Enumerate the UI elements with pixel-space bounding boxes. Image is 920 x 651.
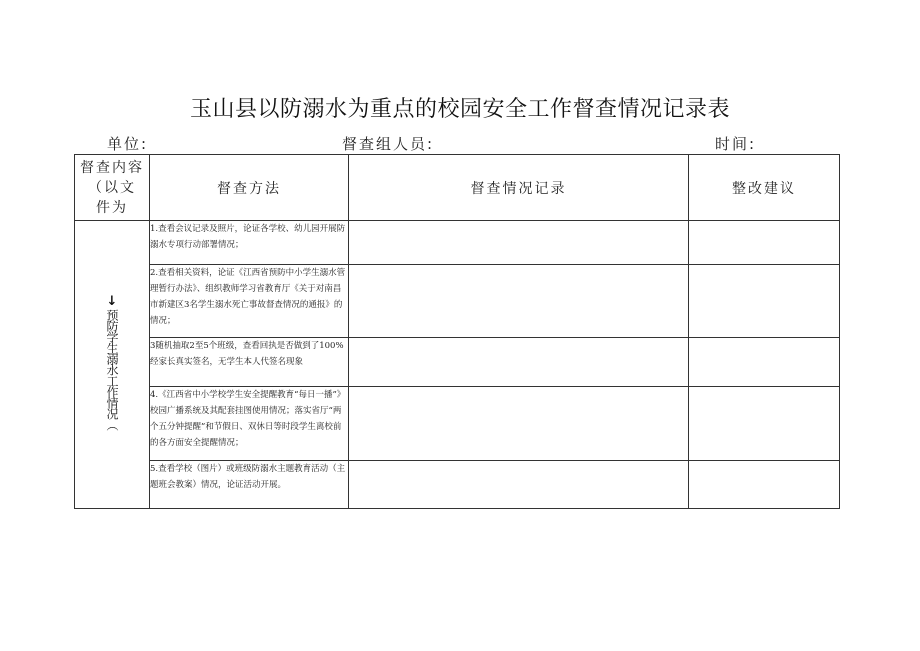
- table-row: [75, 221, 840, 265]
- header-content: [75, 155, 150, 221]
- header-content-line: 件为: [96, 199, 128, 216]
- record-cell[interactable]: [349, 387, 689, 461]
- suggest-cell[interactable]: [689, 461, 840, 509]
- record-cell[interactable]: [349, 338, 689, 387]
- suggest-cell[interactable]: [689, 338, 840, 387]
- down-arrow-icon: ↓: [106, 294, 118, 309]
- header-record: 督查情况记录: [349, 155, 689, 221]
- table-row: [75, 461, 840, 509]
- record-cell[interactable]: [349, 461, 689, 509]
- method-cell: 2.查看相关资料，论证《江西省预防中小学生溺水管理暂行办法》、组织教师学习省教育厅《关于对南昌市新建区3名学生溺水死亡事故督查情况的通报》的情况；: [150, 265, 349, 338]
- method-cell: 5.查看学校（图片）或班级防溺水主题教育活动（主题班会教案）情况，论证活动开展。: [150, 461, 349, 509]
- method-cell: 4.《江西省中小学校学生安全提醒教育“每日一播”》校园广播系统及其配套挂图使用情况；落实省厅“两个五分钟提醒”和节假日、双休日等时段学生离校前的各方面安全提醒情况；: [150, 387, 349, 461]
- record-cell[interactable]: [349, 221, 689, 265]
- header-content-line: 督查内容: [80, 159, 144, 176]
- suggest-cell[interactable]: [689, 265, 840, 338]
- table-row: [75, 338, 840, 387]
- method-cell: 3随机抽取2至5个班级，查看回执是否做到了100%经家长真实签名，无学生本人代签名现象: [150, 338, 349, 387]
- time-label: 时间:: [715, 135, 757, 153]
- inspection-group-label: 督查组人员:: [342, 135, 435, 153]
- record-cell[interactable]: [349, 265, 689, 338]
- header-row: [75, 155, 840, 221]
- record-table: [74, 154, 840, 509]
- header-content-line: （以文: [88, 179, 136, 196]
- table-row: [75, 387, 840, 461]
- header-method: 督查方法: [150, 155, 349, 221]
- category-cell: [75, 221, 150, 509]
- header-suggest: 整改建议: [689, 155, 840, 221]
- category-label: 预防学生溺水工作情况（: [105, 309, 119, 430]
- table-row: [75, 265, 840, 338]
- method-cell: 1.查看会议记录及照片，论证各学校、幼儿园开展防溺水专项行动部署情况；: [150, 221, 349, 265]
- suggest-cell[interactable]: [689, 221, 840, 265]
- unit-label: 单位:: [107, 135, 149, 153]
- suggest-cell[interactable]: [689, 387, 840, 461]
- page-title: 玉山县以防溺水为重点的校园安全工作督查情况记录表: [189, 97, 730, 122]
